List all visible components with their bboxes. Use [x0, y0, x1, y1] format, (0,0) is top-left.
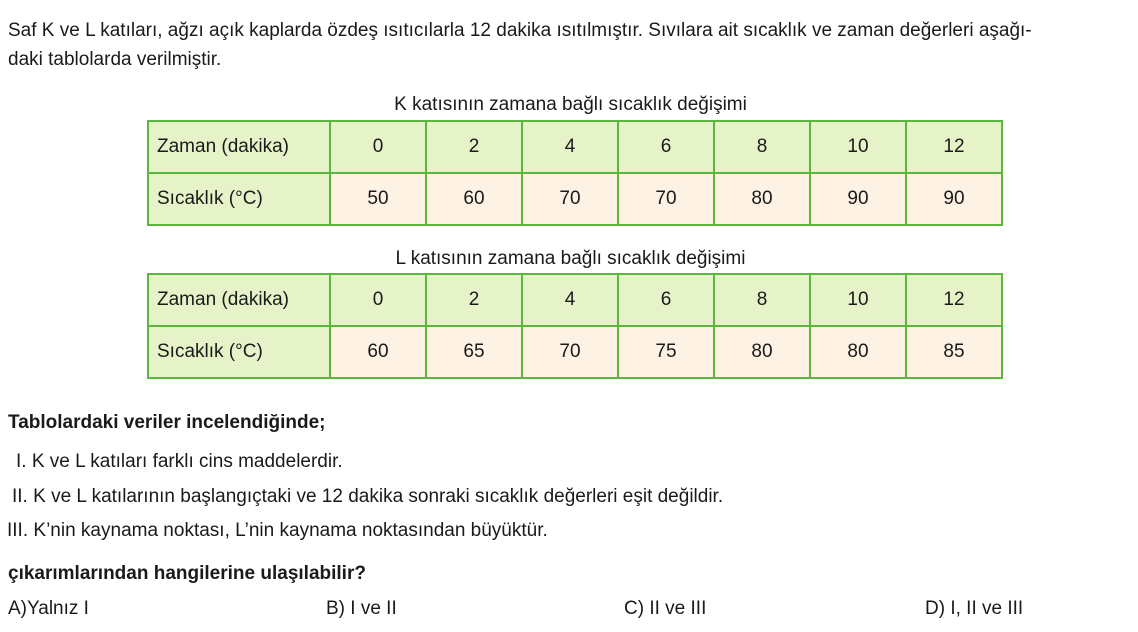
option-text: I, II ve III [950, 598, 1024, 619]
option-d[interactable] [925, 598, 1023, 620]
l-temp-row [148, 326, 1002, 378]
l-time-label: Zaman (dakika) [148, 274, 330, 326]
k-temp-cell: 80 [714, 173, 810, 225]
k-time-cell: 4 [522, 121, 618, 173]
l-time-cell: 0 [330, 274, 426, 326]
l-time-cell: 2 [426, 274, 522, 326]
option-letter: B) [326, 598, 345, 619]
k-time-label: Zaman (dakika) [148, 121, 330, 173]
l-time-cell: 10 [810, 274, 906, 326]
l-temp-cell: 65 [426, 326, 522, 378]
l-temp-cell: 75 [618, 326, 714, 378]
k-temp-cell: 90 [810, 173, 906, 225]
statement-i [16, 451, 343, 473]
l-time-cell: 12 [906, 274, 1002, 326]
intro-line-2: daki tablolarda verilmiştir. [8, 49, 222, 70]
l-time-cell: 6 [618, 274, 714, 326]
option-text: I ve II [350, 598, 397, 619]
statement-text: K ve L katıları farklı cins maddelerdir. [31, 451, 343, 472]
k-time-cell: 8 [714, 121, 810, 173]
option-b[interactable] [326, 598, 397, 620]
k-temp-label: Sıcaklık (°C) [148, 173, 330, 225]
k-time-cell: 2 [426, 121, 522, 173]
statement-iii [7, 520, 548, 542]
statement-number: II. [12, 486, 28, 507]
l-temp-label: Sıcaklık (°C) [148, 326, 330, 378]
l-time-cell: 4 [522, 274, 618, 326]
intro-line-1: Saf K ve L katıları, ağzı açık kaplarda özdeş ısıtıcılarla 12 dakika ısıtılmıştır. Sıvılara ait sıcaklık ve zaman değerleri aşağı- [8, 20, 1032, 41]
option-letter: C) [624, 598, 645, 619]
k-temp-cell: 60 [426, 173, 522, 225]
l-time-cell: 8 [714, 274, 810, 326]
k-temp-cell: 50 [330, 173, 426, 225]
k-temp-row [148, 173, 1002, 225]
k-time-cell: 6 [618, 121, 714, 173]
l-table-title: L katısının zamana bağlı sıcaklık değişimi [395, 248, 746, 269]
l-temperature-table [147, 273, 1003, 379]
k-time-row [148, 121, 1002, 173]
l-temp-cell: 70 [522, 326, 618, 378]
question-end: çıkarımlarından hangilerine ulaşılabilir? [8, 563, 366, 584]
option-text: II ve III [649, 598, 707, 619]
option-a[interactable] [8, 598, 89, 620]
k-temp-cell: 90 [906, 173, 1002, 225]
l-temp-cell: 85 [906, 326, 1002, 378]
k-time-cell: 12 [906, 121, 1002, 173]
l-temp-cell: 80 [714, 326, 810, 378]
question-lead: Tablolardaki veriler incelendiğinde; [8, 412, 326, 433]
option-letter: D) [925, 598, 946, 619]
statement-number: III. [7, 520, 29, 541]
l-temp-cell: 80 [810, 326, 906, 378]
l-temp-cell: 60 [330, 326, 426, 378]
intro-text [8, 16, 1132, 74]
option-c[interactable] [624, 598, 706, 620]
statement-text: K’nin kaynama noktası, L’nin kaynama noktasından büyüktür. [33, 520, 548, 541]
option-text: Yalnız I [27, 598, 89, 619]
k-time-cell: 10 [810, 121, 906, 173]
statement-number: I. [16, 451, 27, 472]
statement-text: K ve L katılarının başlangıçtaki ve 12 dakika sonraki sıcaklık değerleri eşit değildir. [33, 486, 724, 507]
statement-ii [12, 486, 723, 508]
option-letter: A) [8, 598, 27, 619]
l-time-row [148, 274, 1002, 326]
k-table-title: K katısının zamana bağlı sıcaklık değişimi [394, 94, 747, 115]
k-temp-cell: 70 [522, 173, 618, 225]
k-time-cell: 0 [330, 121, 426, 173]
k-temperature-table [147, 120, 1003, 226]
k-temp-cell: 70 [618, 173, 714, 225]
